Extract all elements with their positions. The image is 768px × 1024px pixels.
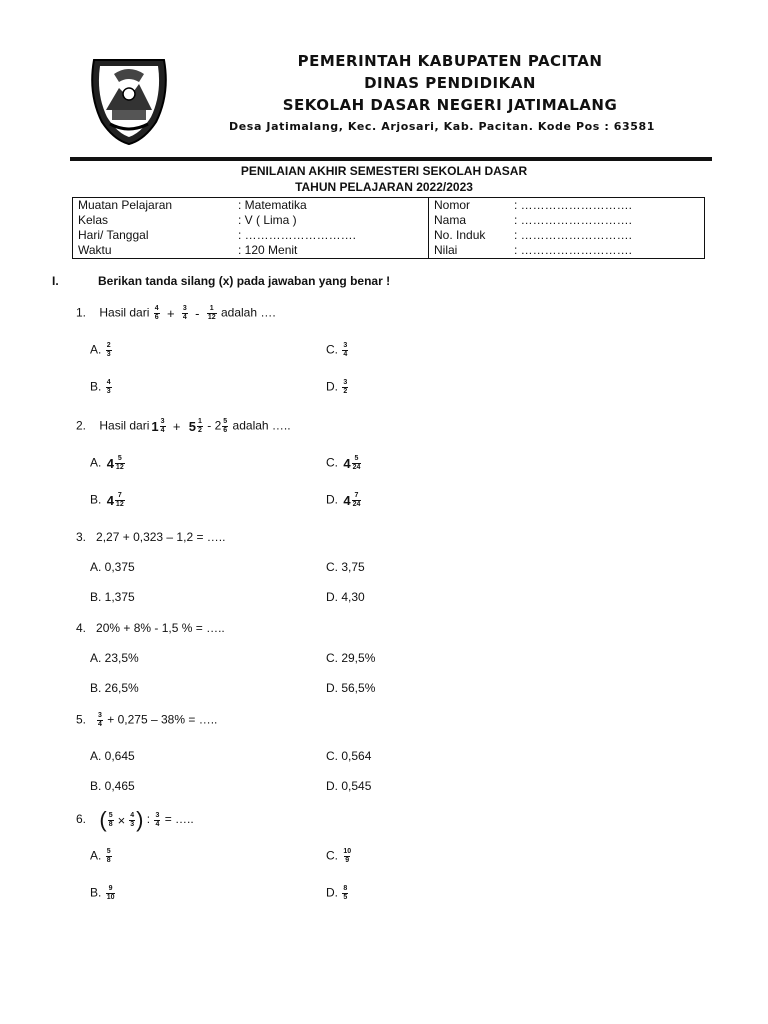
- section-instruction: Berikan tanda silang (x) pada jawaban yang benar !: [98, 274, 391, 288]
- q5-option-b[interactable]: B. 0,465: [90, 779, 135, 793]
- identity-row-score: Nilai : ……………………….: [434, 243, 633, 257]
- question-5: 5. $\frac{3}{4}$ + 0,275 – 38% = …..: [76, 712, 218, 728]
- section-number: I.: [52, 274, 59, 288]
- q2-option-a[interactable]: A. 4 $\frac{5}{12}$: [90, 455, 124, 471]
- q5-option-a[interactable]: A. 0,645: [90, 749, 135, 763]
- fraction: $\frac{3}{4}$: [182, 305, 187, 321]
- identity-right-cell: [429, 198, 705, 259]
- exam-year: TAHUN PELAJARAN 2022/2023: [295, 180, 473, 194]
- fraction: $\frac{4}{6}$: [154, 305, 159, 321]
- question-6: 6. ( $\frac{5}{8}$ × $\frac{4}{3}$ ) : $\frac{3}{4}$ = …..: [76, 807, 194, 832]
- q5-option-d[interactable]: D. 0,545: [326, 779, 372, 793]
- regency-emblem-logo: [84, 54, 174, 146]
- q2-option-c[interactable]: C. 4 $\frac{5}{24}$: [326, 455, 361, 471]
- q4-option-c[interactable]: C. 29,5%: [326, 651, 376, 665]
- question-2: 2. Hasil dari 1 $\frac{3}{4}$ + 5 $\frac{1}{2}$ - 2 $\frac{5}{6}$ adalah …..: [76, 418, 291, 434]
- q6-option-c[interactable]: C. $\frac{10}{9}$: [326, 848, 352, 864]
- identity-row-class: Kelas : V ( Lima ): [78, 213, 297, 227]
- question-3: 3. 2,27 + 0,323 – 1,2 = …..: [76, 530, 226, 544]
- identity-row-number: Nomor : ……………………….: [434, 198, 633, 212]
- identity-row-student-id: No. Induk : ……………………….: [434, 228, 633, 242]
- q6-option-b[interactable]: B. $\frac{9}{10}$: [90, 885, 115, 901]
- exam-title: PENILAIAN AKHIR SEMESTERI SEKOLAH DASAR: [240, 164, 528, 178]
- q4-option-d[interactable]: D. 56,5%: [326, 681, 376, 695]
- q6-option-a[interactable]: A. $\frac{5}{8}$: [90, 848, 111, 864]
- identity-row-subject: Muatan Pelajaran : Matematika: [78, 198, 307, 212]
- identity-table: [72, 197, 705, 259]
- identity-row-date: Hari/ Tanggal : ……………………….: [78, 228, 357, 242]
- q2-option-b[interactable]: B. 4 $\frac{7}{12}$: [90, 492, 124, 508]
- q4-option-a[interactable]: A. 23,5%: [90, 651, 139, 665]
- department-title: DINAS PENDIDIKAN: [364, 74, 536, 92]
- school-address: Desa Jatimalang, Kec. Arjosari, Kab. Pacitan. Kode Pos : 63581: [229, 120, 656, 133]
- school-title: SEKOLAH DASAR NEGERI JATIMALANG: [282, 96, 618, 114]
- q5-option-c[interactable]: C. 0,564: [326, 749, 372, 763]
- q2-option-d[interactable]: D. 4 $\frac{7}{24}$: [326, 492, 361, 508]
- q1-option-b[interactable]: B. $\frac{4}{3}$: [90, 379, 111, 395]
- q1-option-a[interactable]: A. $\frac{2}{3}$: [90, 342, 111, 358]
- identity-left-cell: [73, 198, 429, 259]
- q3-option-b[interactable]: B. 1,375: [90, 590, 135, 604]
- government-title: PEMERINTAH KABUPATEN PACITAN: [297, 52, 603, 70]
- q1-option-c[interactable]: C. $\frac{3}{4}$: [326, 342, 348, 358]
- identity-row-time: Waktu : 120 Menit: [78, 243, 298, 257]
- question-4: 4. 20% + 8% - 1,5 % = …..: [76, 621, 225, 635]
- q3-option-c[interactable]: C. 3,75: [326, 560, 365, 574]
- q4-option-b[interactable]: B. 26,5%: [90, 681, 139, 695]
- letterhead-divider: [70, 157, 712, 161]
- fraction: $\frac{1}{12}$: [207, 305, 216, 321]
- question-1: 1. Hasil dari $\frac{4}{6}$ + $\frac{3}{4}$ - $\frac{1}{12}$ adalah ….: [76, 305, 276, 321]
- q6-option-d[interactable]: D. $\frac{8}{5}$: [326, 885, 348, 901]
- identity-row-name: Nama : ……………………….: [434, 213, 633, 227]
- q3-option-d[interactable]: D. 4,30: [326, 590, 365, 604]
- q3-option-a[interactable]: A. 0,375: [90, 560, 135, 574]
- q1-option-d[interactable]: D. $\frac{3}{2}$: [326, 379, 348, 395]
